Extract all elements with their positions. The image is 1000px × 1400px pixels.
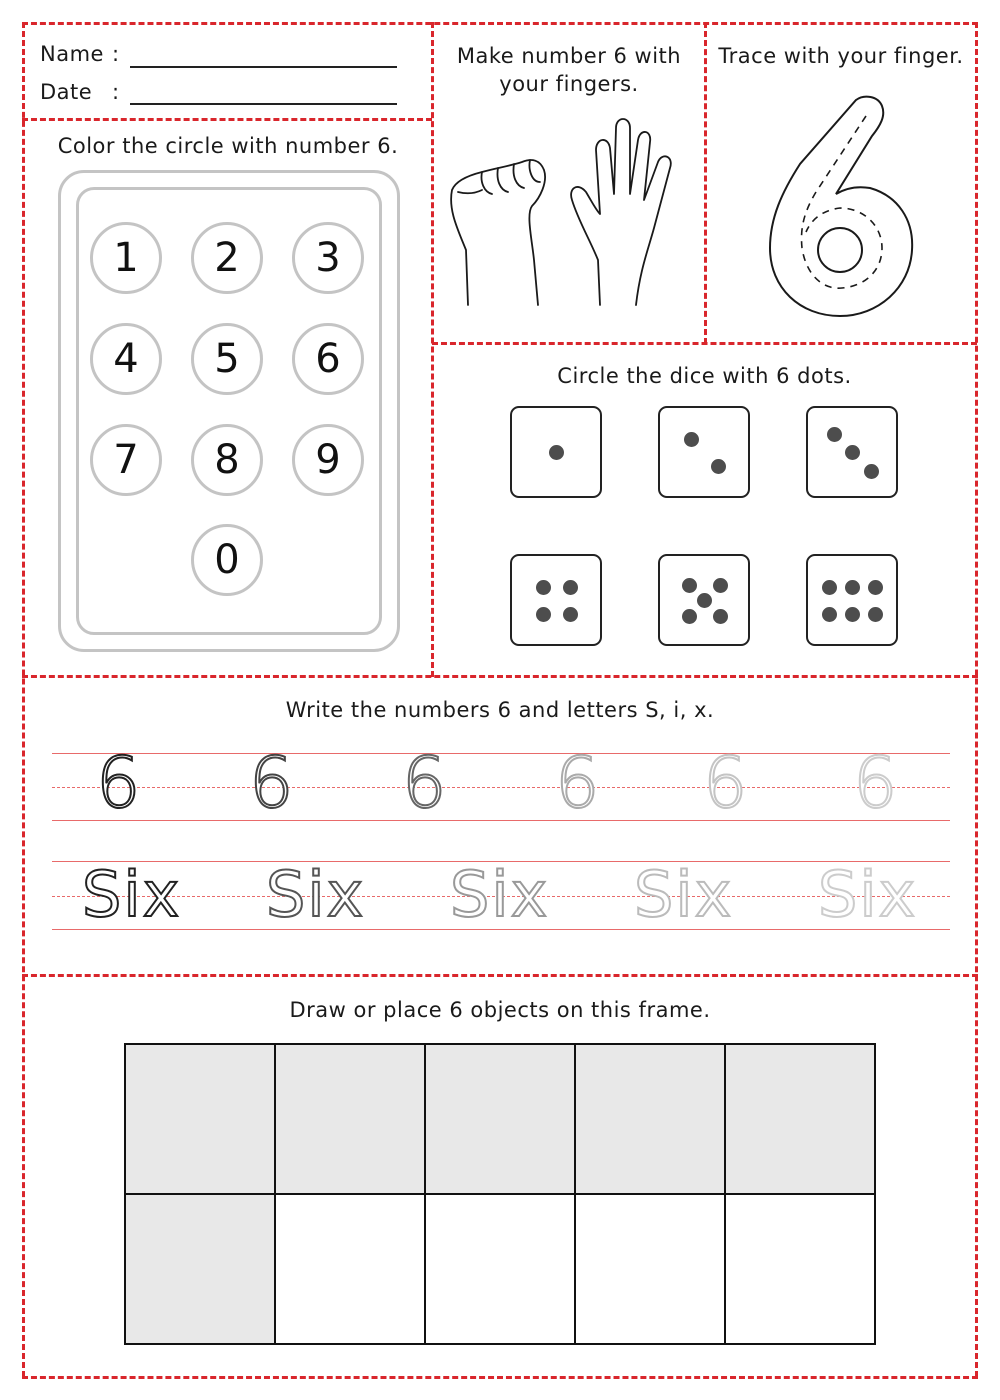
name-field[interactable] — [130, 66, 397, 68]
date-label: Date — [40, 80, 93, 104]
ten-frame-cell[interactable] — [424, 1193, 576, 1345]
write-instruction: Write the numbers 6 and letters S, i, x. — [285, 698, 715, 722]
date-colon: : — [112, 80, 120, 104]
number-circle-8[interactable]: 8 — [191, 424, 263, 496]
die-pip — [563, 580, 578, 595]
ten-frame-cell[interactable] — [124, 1043, 276, 1195]
number-circle-6[interactable]: 6 — [292, 323, 364, 395]
ten-frame-cell[interactable] — [574, 1043, 726, 1195]
die-pip — [549, 445, 564, 460]
right-hand-icon — [571, 119, 671, 305]
die-pip — [868, 607, 883, 622]
fingers-instruction-line1: Make number 6 with — [456, 44, 682, 68]
trace-digit[interactable]: 6 — [96, 742, 141, 824]
die-pip — [713, 609, 728, 624]
date-field[interactable] — [130, 103, 397, 105]
die-five[interactable] — [658, 554, 750, 646]
die-pip — [682, 609, 697, 624]
name-colon: : — [112, 42, 120, 66]
die-pip — [682, 578, 697, 593]
guide-line-top — [52, 753, 950, 754]
ten-frame-cell[interactable] — [724, 1193, 876, 1345]
guide-line-mid — [52, 787, 950, 788]
number-circle-4[interactable]: 4 — [90, 323, 162, 395]
ten-frame-cell[interactable] — [124, 1193, 276, 1345]
die-pip — [697, 593, 712, 608]
die-pip — [827, 427, 842, 442]
trace-digit[interactable]: 6 — [555, 742, 600, 824]
die-three[interactable] — [806, 406, 898, 498]
trace-word[interactable]: Six — [266, 858, 366, 931]
die-pip — [864, 464, 879, 479]
ten-frame-cell[interactable] — [274, 1043, 426, 1195]
border-top — [22, 22, 978, 25]
name-label: Name — [40, 42, 104, 66]
ten-frame-cell[interactable] — [424, 1043, 576, 1195]
die-pip — [845, 580, 860, 595]
ten-frame — [124, 1043, 876, 1343]
die-pip — [868, 580, 883, 595]
die-pip — [713, 578, 728, 593]
die-one[interactable] — [510, 406, 602, 498]
die-pip — [845, 445, 860, 460]
ten-frame-cell[interactable] — [574, 1193, 726, 1345]
die-pip — [684, 432, 699, 447]
trace-word[interactable]: Six — [818, 858, 918, 931]
border-bottom — [22, 1376, 978, 1379]
trace-instruction: Trace with your finger. — [718, 44, 964, 68]
die-pip — [536, 607, 551, 622]
die-pip — [711, 459, 726, 474]
trace-word[interactable]: Six — [450, 858, 550, 931]
trace-word[interactable]: Six — [82, 858, 182, 931]
die-pip — [845, 607, 860, 622]
die-pip — [536, 580, 551, 595]
trace-word[interactable]: Six — [634, 858, 734, 931]
number-circle-2[interactable]: 2 — [191, 222, 263, 294]
divider-writing-block — [22, 675, 978, 678]
trace-digit[interactable]: 6 — [703, 742, 748, 824]
number-circle-3[interactable]: 3 — [292, 222, 364, 294]
trace-digit[interactable]: 6 — [249, 742, 294, 824]
guide-line-base — [52, 820, 950, 821]
color-instruction: Color the circle with number 6. — [57, 134, 399, 158]
number-circle-9[interactable]: 9 — [292, 424, 364, 496]
ten-frame-cell[interactable] — [274, 1193, 426, 1345]
die-pip — [822, 607, 837, 622]
die-six[interactable] — [806, 554, 898, 646]
number-circle-5[interactable]: 5 — [191, 323, 263, 395]
frame-instruction: Draw or place 6 objects on this frame. — [289, 998, 711, 1022]
hands-illustration — [440, 110, 700, 310]
trace-digit[interactable]: 6 — [853, 742, 898, 824]
die-pip — [563, 607, 578, 622]
divider-frame-block — [22, 974, 978, 977]
dice-instruction: Circle the dice with 6 dots. — [557, 364, 852, 388]
number-circle-7[interactable]: 7 — [90, 424, 162, 496]
trace-six-outline[interactable] — [760, 88, 920, 328]
divider-dice-block — [432, 342, 977, 345]
divider-name-block — [22, 118, 432, 121]
fingers-instruction-line2: your fingers. — [499, 72, 639, 96]
die-pip — [822, 580, 837, 595]
number-circle-1[interactable]: 1 — [90, 222, 162, 294]
divider-fingers-trace — [704, 22, 707, 344]
trace-digit[interactable]: 6 — [402, 742, 447, 824]
die-four[interactable] — [510, 554, 602, 646]
die-two[interactable] — [658, 406, 750, 498]
number-circle-0[interactable]: 0 — [191, 524, 263, 596]
ten-frame-cell[interactable] — [724, 1043, 876, 1195]
